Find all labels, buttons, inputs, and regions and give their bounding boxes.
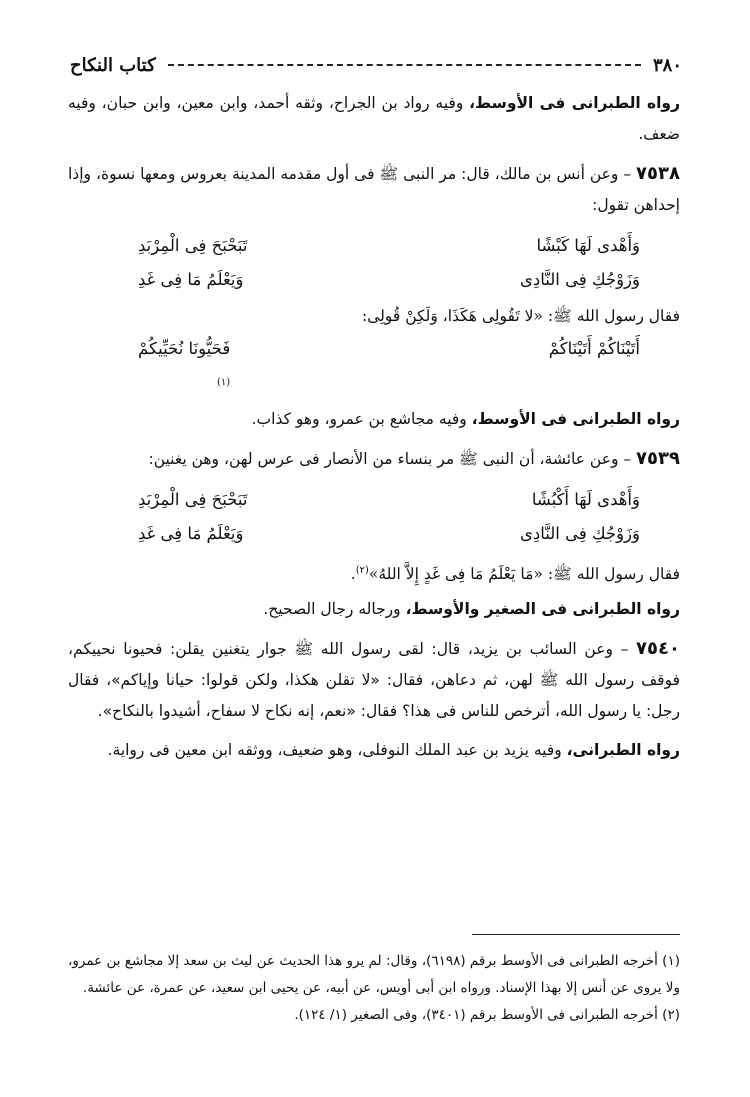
hemistich: تَبَحْبَحَ فِى الْمِرْبَدِ [138, 489, 248, 509]
paragraph-source-3 [68, 594, 680, 625]
page-body [68, 88, 680, 774]
footnote-2: (٢) أخرجه الطبرانى فى الأوسط برقم (٣٤٠١)، وفى الصغير (١/ ١٢٤). [294, 1007, 680, 1023]
page-header [70, 50, 682, 80]
verse-line [68, 229, 680, 263]
poem-7539 [68, 483, 680, 551]
hadith-text: – وعن أنس بن مالك، قال: مر النبى ﷺ فى أول مقدمه المدينة بعروس ومعها نسوة، وإذا إحداهن تقول: [68, 165, 680, 214]
saying-text: فقال رسول الله ﷺ: «مَا يَعْلَمُ مَا فِى غَدٍ إِلاَّ اللهُ» [368, 564, 680, 583]
footnote-1: (١) أخرجه الطبرانى فى الأوسط برقم (٦١٩٨)، وقال: لم يرو هذا الحديث عن ليث بن سعد إلا مجاشع بن عمرو، ولا يروى عن أنس إلا بهذا الإسناد. ورواه ابن أبى أويس، عن أبيه، عن يحيى ابن سعيد، عن عمرة، عن عائشة. [68, 953, 680, 996]
hemistich: وَزَوْجُكِ فِى النَّادِى [519, 270, 640, 289]
book-title: كتاب النكاح [70, 54, 156, 76]
hemistich: وَزَوْجُكِ فِى النَّادِى [519, 523, 640, 543]
source-citation: رواه الطبرانى فى الأوسط، [471, 409, 680, 428]
verse-line [68, 517, 680, 551]
hadith-7539 [68, 443, 680, 475]
verse-line [68, 483, 680, 517]
hemistich: وَيَعْلَمُ مَا فِى غَدِ [138, 270, 244, 289]
paragraph-source-4 [68, 735, 680, 766]
poem-7538 [68, 229, 680, 297]
saying-text: فقال رسول الله ﷺ: «لا تَقُولِى هَكَذَا، وَلَكِنْ قُولِى: [362, 307, 680, 325]
footnote-mark: (٢) [355, 564, 369, 576]
hadith-7538 [68, 158, 680, 221]
source-citation: رواه الطبرانى فى الأوسط، [469, 94, 680, 112]
source-citation: رواه الطبرانى، [566, 740, 680, 759]
prophet-saying [68, 301, 680, 332]
page-number: ٣٨٠ [652, 54, 682, 76]
footnotes [68, 948, 680, 1029]
hadith-text: – وعن عائشة، أن النبى ﷺ مر بنساء من الأنصار فى عرس لهن، وهن يغنين: [148, 449, 637, 468]
prophet-saying: فقال رسول الله ﷺ: «مَا يَعْلَمُ مَا فِى غَدٍ إِلاَّ اللهُ»$^{(٢)}$. [350, 564, 680, 583]
hadith-number: ٧٥٤٠ [636, 637, 680, 659]
footnote-mark: (١) [217, 377, 231, 388]
hemistich: وَأَهْدى لَهَا أَكْبُشًا [531, 489, 640, 509]
hemistich-with-mark: فَحَيُّونَا نُحَيِّيكُمْ $^{(١)}$ [138, 339, 231, 388]
source-note: وفيه رواد بن الجراح، وثقه أحمد، وابن معين، وابن حبان، وفيه ضعف. [68, 94, 680, 143]
hadith-7540 [68, 633, 680, 727]
header-rule [168, 64, 641, 66]
hadith-text: – وعن السائب بن يزيد، قال: لقى رسول الله ﷺ جوار يتغنين يقلن: فحيونا نحييكم، فوقف رسول الله ﷺ لهن، ثم دعاهن، فقال: «لا تقلن هكذا، ولكن قولوا: حيانا وإياكم»، فقال رجل: يا رسول الله، أترخص للناس فى هذا؟ فقال: «نعم، إنه نكاح لا سفاح، أشيدوا بالنكاح». [68, 639, 680, 720]
source-note: وفيه يزيد بن عبد الملك النوفلى، وهو ضعيف، ووثقه ابن معين فى رواية. [107, 740, 567, 759]
hadith-number: ٧٥٣٩ [636, 447, 680, 469]
paragraph-source-1 [68, 88, 680, 150]
paragraph-source-2 [68, 404, 680, 435]
hemistich: وَأَهْدى لَهَا كَبْشًا [536, 236, 640, 255]
hadith-number: ٧٥٣٨ [636, 163, 680, 184]
verse-line [68, 263, 680, 297]
hemistich: تَبَحْبَحَ فِى الْمِرْبَدِ [138, 236, 248, 255]
hemistich: أَتَيْنَاكُمْ أَتَيْنَاكُمْ [548, 339, 640, 358]
verse-line [68, 332, 680, 404]
source-citation: رواه الطبرانى فى الصغير والأوسط، [405, 599, 680, 618]
hemistich: وَيَعْلَمُ مَا فِى غَدِ [138, 523, 244, 543]
footnote-separator [472, 934, 680, 935]
source-note: وفيه مجاشع بن عمرو، وهو كذاب. [251, 409, 472, 428]
source-note: ورجاله رجال الصحيح. [263, 599, 406, 618]
